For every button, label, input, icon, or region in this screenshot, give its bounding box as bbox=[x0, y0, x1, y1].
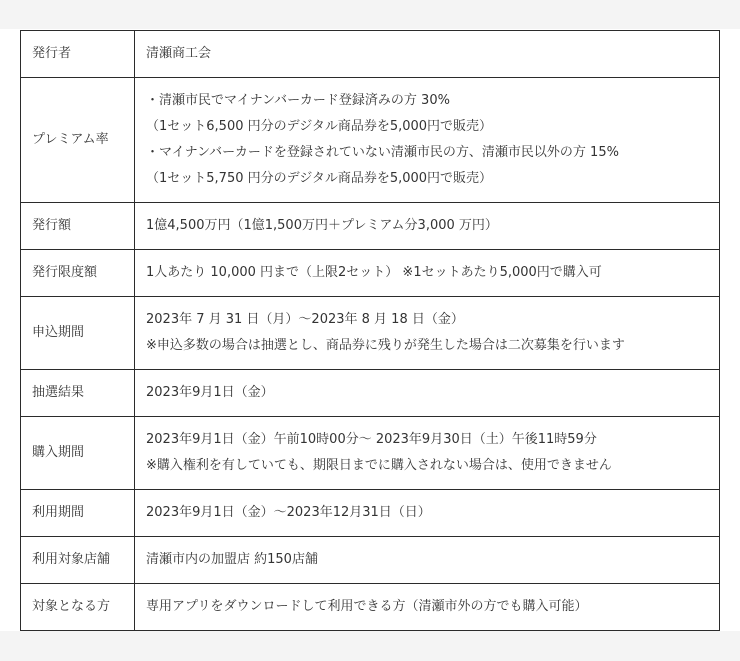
row-label: 利用対象店舗 bbox=[21, 537, 135, 584]
value-line: 清瀬市内の加盟店 約150店舗 bbox=[146, 552, 318, 567]
row-value bbox=[135, 78, 720, 203]
table-row-issuer bbox=[21, 31, 720, 78]
table-row-application-period bbox=[21, 297, 720, 370]
value-line: 2023年9月1日（金）～2023年12月31日（日） bbox=[146, 505, 431, 520]
value-line: 清瀬商工会 bbox=[146, 46, 212, 61]
value-line: ・マイナンバーカードを登録されていない清瀬市民の方、清瀬市民以外の方 15% bbox=[146, 145, 619, 160]
row-value bbox=[135, 417, 720, 490]
row-value bbox=[135, 490, 720, 537]
row-value bbox=[135, 370, 720, 417]
table-row-lottery-result bbox=[21, 370, 720, 417]
table-row-usage-period bbox=[21, 490, 720, 537]
value-line: 2023年 7 月 31 日（月）～2023年 8 月 18 日（金） bbox=[146, 312, 464, 327]
row-value bbox=[135, 250, 720, 297]
value-line: 1億4,500万円（1億1,500万円＋プレミアム分3,000 万円） bbox=[146, 218, 498, 233]
table-row-eligible-stores bbox=[21, 537, 720, 584]
table-row-premium-rate bbox=[21, 78, 720, 203]
value-line: ※購入権利を有していても、期限日までに購入されない場合は、使用できません bbox=[146, 458, 612, 473]
row-value bbox=[135, 537, 720, 584]
row-label: プレミアム率 bbox=[21, 78, 135, 203]
value-line: （1セット5,750 円分のデジタル商品券を5,000円で販売） bbox=[146, 171, 493, 186]
row-label: 発行者 bbox=[21, 31, 135, 78]
table-row-issue-amount bbox=[21, 203, 720, 250]
row-label: 抽選結果 bbox=[21, 370, 135, 417]
value-line: 2023年9月1日（金） bbox=[146, 385, 274, 400]
row-label: 発行限度額 bbox=[21, 250, 135, 297]
row-value bbox=[135, 31, 720, 78]
info-table bbox=[20, 30, 720, 631]
table-row-issue-limit bbox=[21, 250, 720, 297]
row-label: 発行額 bbox=[21, 203, 135, 250]
value-line: 専用アプリをダウンロードして利用できる方（清瀬市外の方でも購入可能） bbox=[146, 599, 588, 614]
row-value bbox=[135, 203, 720, 250]
row-value bbox=[135, 584, 720, 631]
row-value bbox=[135, 297, 720, 370]
value-line: ・清瀬市民でマイナンバーカード登録済みの方 30% bbox=[146, 93, 450, 108]
value-line: ※申込多数の場合は抽選とし、商品券に残りが発生した場合は二次募集を行います bbox=[146, 338, 625, 353]
table-row-purchase-period bbox=[21, 417, 720, 490]
value-line: （1セット6,500 円分のデジタル商品券を5,000円で販売） bbox=[146, 119, 493, 134]
row-label: 購入期間 bbox=[21, 417, 135, 490]
table-row-eligible-users bbox=[21, 584, 720, 631]
row-label: 対象となる方 bbox=[21, 584, 135, 631]
row-label: 利用期間 bbox=[21, 490, 135, 537]
row-label: 申込期間 bbox=[21, 297, 135, 370]
value-line: 2023年9月1日（金）午前10時00分～ 2023年9月30日（土）午後11時59分 bbox=[146, 432, 597, 447]
value-line: 1人あたり 10,000 円まで（上限2セット） ※1セットあたり5,000円で購入可 bbox=[146, 265, 602, 280]
